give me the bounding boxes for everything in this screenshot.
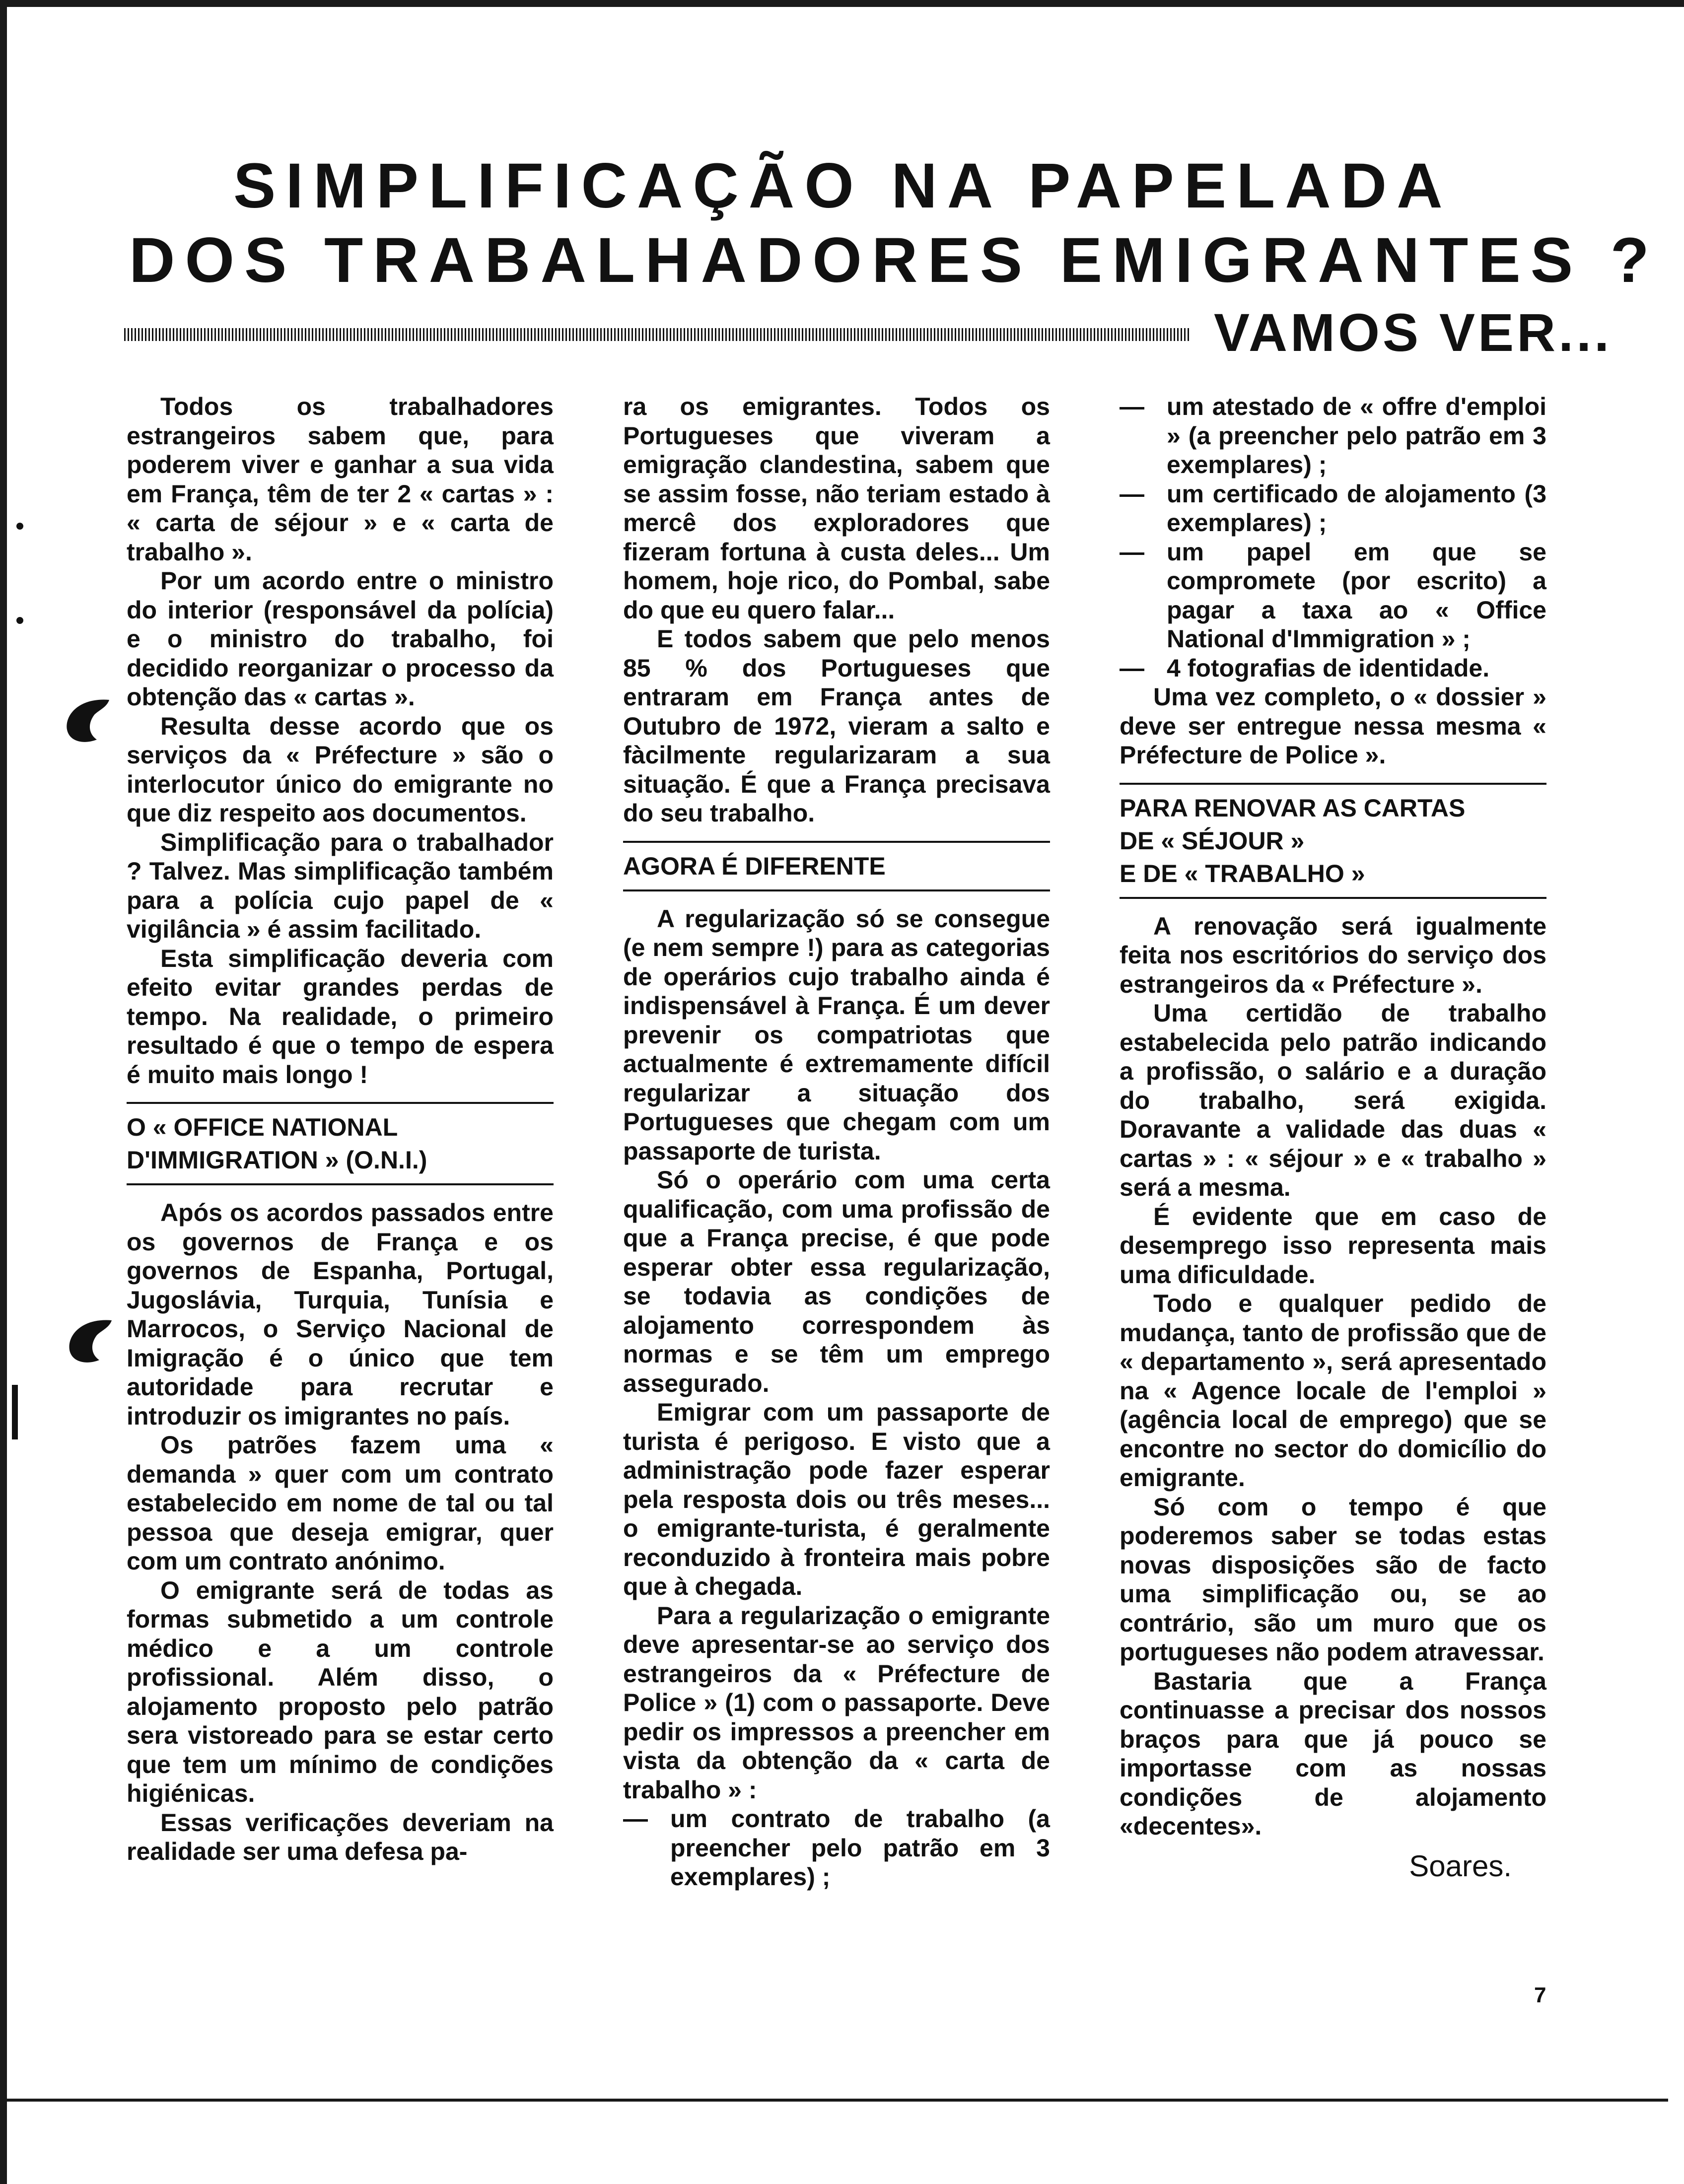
section-divider <box>623 889 1050 891</box>
headline <box>89 149 1659 298</box>
binding-hole-mark <box>60 690 119 750</box>
headline-line-2: DOS TRABALHADORES EMIGRANTES ? <box>129 225 1659 296</box>
list-item <box>1120 479 1546 538</box>
paragraph: E todos sabem que pelo menos 85 % dos Portugueses que entraram em França antes de Outubro de 1972, vieram a salto e fàcilmente regularizaram a sua situação. É que a França precisava do seu trabalho. <box>623 625 1050 827</box>
section-divider <box>127 1102 554 1104</box>
list-item-text: um papel em que se compromete (por escrito) a pagar a taxa ao « Office National d'Immigration » ; <box>1167 538 1546 653</box>
paragraph: Para a regularização o emigrante deve apresentar-se ao serviço dos estrangeiros da « Préfecture de Police » (1) com o passaporte. Deve pedir os impressos a preencher em vista da obtenção da « carta de trabalho » : <box>623 1601 1050 1804</box>
page-number: 7 <box>1534 1983 1546 2007</box>
paragraph: Essas verificações deveriam na realidade ser uma defesa pa- <box>127 1808 554 1865</box>
paragraph: Só com o tempo é que poderemos saber se todas estas novas disposições são de facto uma simplificação ou, se ao contrário, são um muro que os portugueses não podem atravessar. <box>1120 1493 1546 1666</box>
paragraph: Após os acordos passados entre os governos de França e os governos de Espanha, Portugal, Jugoslávia, Turquia, Tunísia e Marrocos, o Serviço Nacional de Imigração é o único que tem autoridade para recrutar e introduzir os imigrantes no país. <box>127 1199 554 1430</box>
section-divider <box>623 841 1050 843</box>
headline-line-1: SIMPLIFICAÇÃO NA PAPELADA <box>233 150 1453 221</box>
article-column-3 <box>1120 392 1546 1881</box>
section-heading-line: E DE « TRABALHO » <box>1120 859 1365 887</box>
list-dash: — <box>1120 654 1144 682</box>
page-border-left <box>0 0 7 2184</box>
list-item-text: um certificado de alojamento (3 exemplares) ; <box>1167 479 1546 537</box>
list-item <box>1120 538 1546 654</box>
margin-tick-mark <box>5 1385 25 1439</box>
section-divider <box>1120 783 1546 785</box>
list-dash: — <box>623 1805 648 1833</box>
list-dash: — <box>1120 393 1144 420</box>
paragraph: Só o operário com uma certa qualificação, com uma profissão de que a França precise, é que pode esperar obter essa regularização, se todavia as condições de alojamento correspondem às normas e se têm um emprego assegurado. <box>623 1166 1050 1397</box>
paragraph: Por um acordo entre o ministro do interior (responsável da polícia) e o ministro do trabalho, foi decidido reorganizar o processo da obtenção das « cartas ». <box>127 567 554 711</box>
paragraph: Simplificação para o trabalhador ? Talvez. Mas simplificação também para a polícia cujo papel de « vigilância » é assim facilitado. <box>127 828 554 943</box>
paragraph: Uma certidão de trabalho estabelecida pelo patrão indicando a profissão, o salário e a duração do trabalho, será exigida. Doravante a validade das duas « cartas » : « séjour » e « trabalho » será a mesma. <box>1120 999 1546 1201</box>
author-signature: Soares. <box>1409 1849 1512 1883</box>
list-item-text: um contrato de trabalho (a preencher pelo patrão em 3 exemplares) ; <box>670 1805 1050 1891</box>
list-item <box>1120 392 1546 479</box>
margin-dot-mark <box>10 516 30 536</box>
hatched-rule <box>124 328 1189 341</box>
section-heading-agora <box>623 850 1050 883</box>
paragraph: Uma vez completo, o « dossier » deve ser entregue nessa mesma « Préfecture de Police ». <box>1120 683 1546 769</box>
section-heading-line: PARA RENOVAR AS CARTAS <box>1120 794 1466 822</box>
headline-subtitle: VAMOS VER... <box>1214 302 1613 362</box>
section-heading-oni <box>127 1111 554 1176</box>
list-item <box>623 1804 1050 1892</box>
paragraph: A renovação será igualmente feita nos escritórios do serviço dos estrangeiros da « Préfecture ». <box>1120 912 1546 998</box>
paragraph: Bastaria que a França continuasse a precisar dos nossos braços para que já pouco se importasse com as nossas condições de alojamento «decentes». <box>1120 1667 1546 1840</box>
article-column-1 <box>127 392 554 1866</box>
binding-hole-mark <box>62 1310 122 1370</box>
section-divider <box>127 1183 554 1185</box>
page-border-top <box>0 0 1684 7</box>
paragraph: Emigrar com um passaporte de turista é perigoso. E visto que a administração pode fazer esperar pela resposta dois ou três meses... o emigrante-turista, é geralmente reconduzido à fronteira mais pobre que à chegada. <box>623 1398 1050 1600</box>
paragraph: Todo e qualquer pedido de mudança, tanto de profissão que de « departamento », será apresentado na « Agence locale de l'emploi » (agência local de emprego) que se encontre no sector do domicílio do emigrante. <box>1120 1290 1546 1492</box>
section-heading-line: DE « SÉJOUR » <box>1120 826 1305 855</box>
paragraph: A regularização só se consegue (e nem sempre !) para as categorias de operários cujo trabalho ainda é indispensável à França. É um dever prevenir os compatriotas que actualmente é extremamente difícil regularizar a situação dos Portugueses que chegam com um passaporte de turista. <box>623 904 1050 1165</box>
section-heading-line: AGORA É DIFERENTE <box>623 852 886 880</box>
list-dash: — <box>1120 538 1144 566</box>
section-divider <box>1120 897 1546 899</box>
paragraph: ra os emigrantes. Todos os Portugueses que viveram a emigração clandestina, sabem que se assim fosse, não teriam estado à mercê dos exploradores que fizeram fortuna à custa deles... Um homem, hoje rico, do Pombal, sabe do que eu quero falar... <box>623 393 1050 624</box>
list-item <box>1120 654 1546 683</box>
section-heading-line: O « OFFICE NATIONAL <box>127 1113 398 1141</box>
paragraph: Todos os trabalhadores estrangeiros sabem que, para poderem viver e ganhar a sua vida em França, têm de ter 2 « cartas » : « carta de séjour » e « carta de trabalho ». <box>127 393 554 566</box>
section-heading-line: D'IMMIGRATION » (O.N.I.) <box>127 1146 427 1174</box>
margin-dot-mark <box>10 611 30 630</box>
section-heading-renovar <box>1120 792 1546 890</box>
paragraph: O emigrante será de todas as formas submetido a um controle médico e a um controle profissional. Além disso, o alojamento proposto pelo patrão sera vistoreado para se estar certo que tem um mínimo de condições higiénicas. <box>127 1576 554 1807</box>
paragraph: É evidente que em caso de desemprego isso representa mais uma dificuldade. <box>1120 1202 1546 1289</box>
article-column-2 <box>623 392 1050 1892</box>
list-item-text: 4 fotografias de identidade. <box>1167 654 1490 682</box>
list-item-text: um atestado de « offre d'emploi » (a preencher pelo patrão em 3 exemplares) ; <box>1167 393 1546 478</box>
list-dash: — <box>1120 479 1144 508</box>
paragraph: Esta simplificação deveria com efeito evitar grandes perdas de tempo. Na realidade, o primeiro resultado é que o tempo de espera é muito mais longo ! <box>127 944 554 1089</box>
page-border-bottom <box>0 2099 1668 2102</box>
paragraph: Resulta desse acordo que os serviços da « Préfecture » são o interlocutor único do emigrante no que diz respeito aos documentos. <box>127 712 554 827</box>
paragraph: Os patrões fazem uma « demanda » quer com um contrato estabelecido em nome de tal ou tal pessoa que deseja emigrar, quer com um contrato anónimo. <box>127 1431 554 1575</box>
headline-rule-row <box>124 302 1613 362</box>
